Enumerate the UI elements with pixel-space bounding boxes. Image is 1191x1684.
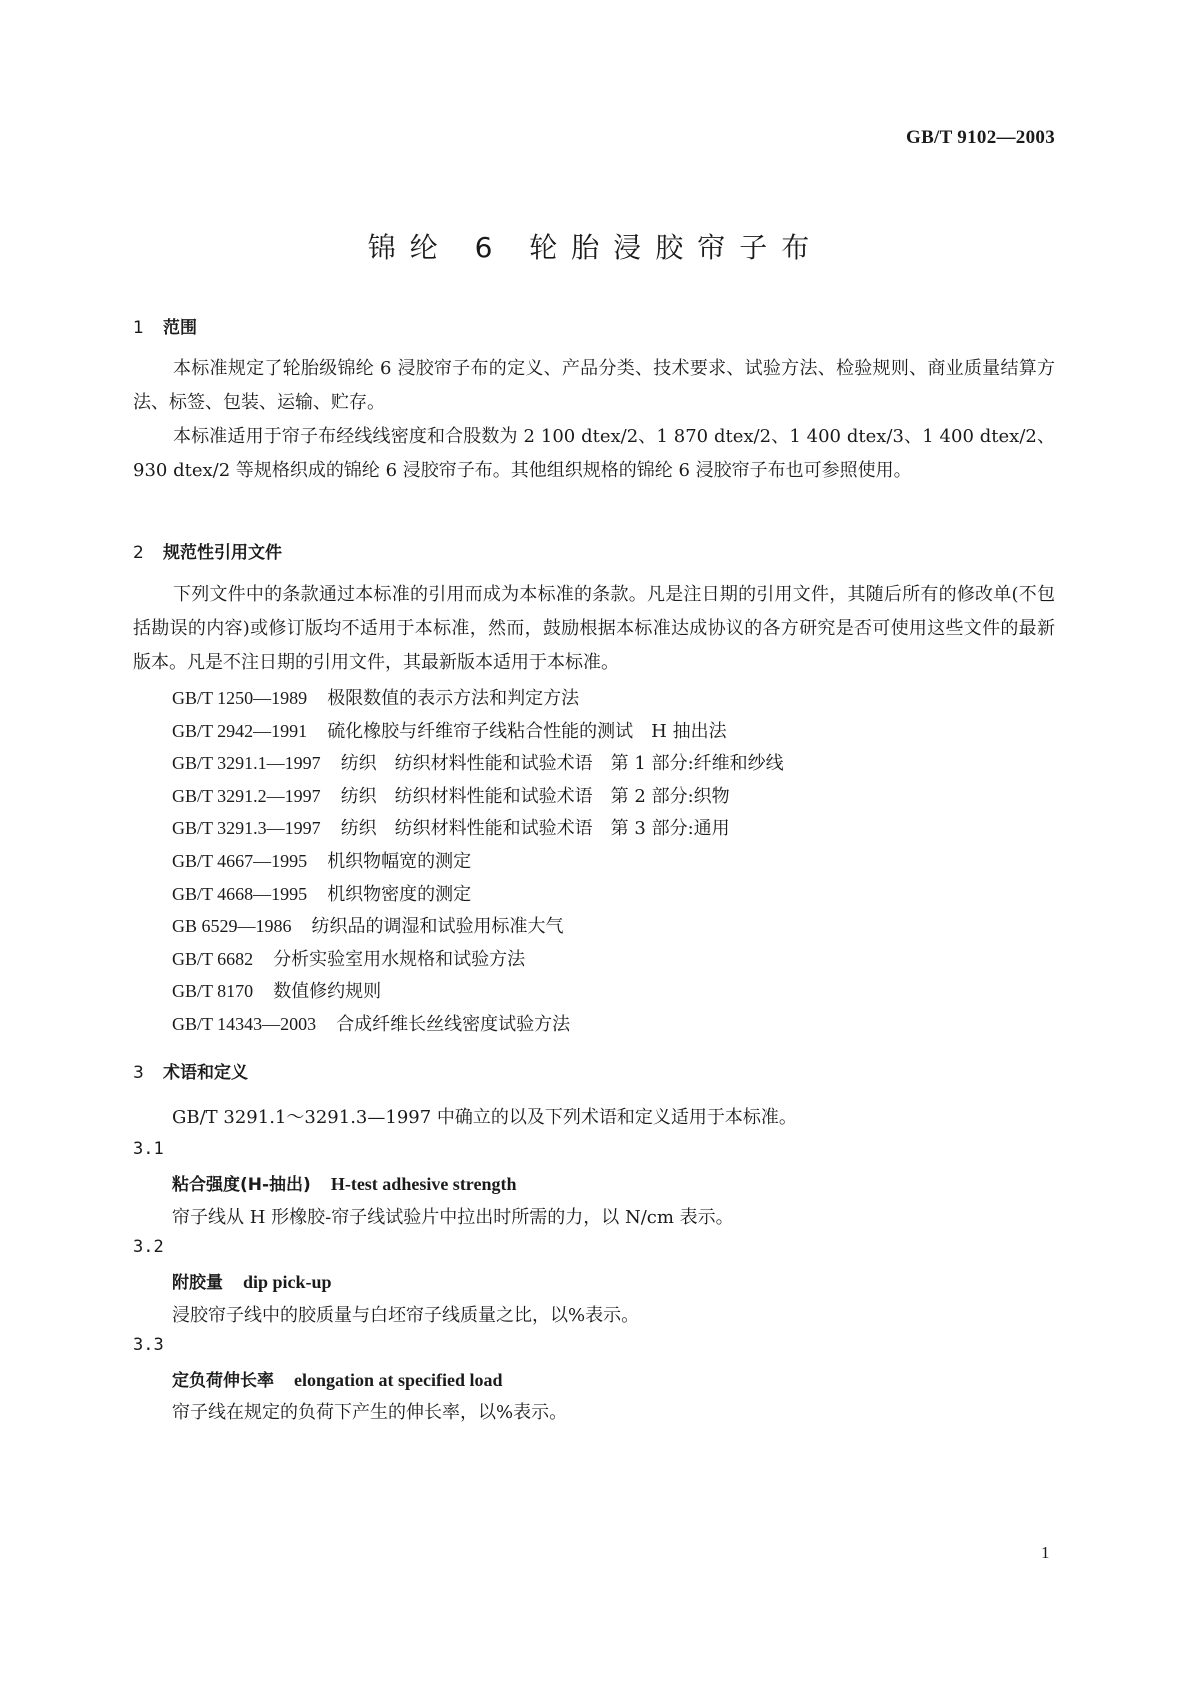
term-en: elongation at specified load <box>294 1370 503 1390</box>
reference-code: GB/T 3291.1—1997 <box>172 753 321 773</box>
reference-item <box>172 880 471 906</box>
reference-code: GB/T 3291.2—1997 <box>172 786 321 806</box>
reference-item <box>172 717 727 743</box>
reference-code: GB/T 4668—1995 <box>172 884 308 904</box>
term-heading <box>172 1268 332 1293</box>
reference-title: 纺织 纺织材料性能和试验术语 第 3 部分:通用 <box>340 818 730 839</box>
reference-item <box>172 782 730 808</box>
reference-item <box>172 945 525 971</box>
clause-number: 3.1 <box>133 1139 164 1159</box>
page-number: 1 <box>1041 1543 1050 1562</box>
term-heading <box>172 1366 503 1391</box>
reference-item <box>172 912 564 938</box>
paragraph: 本标准规定了轮胎级锦纶 6 浸胶帘子布的定义、产品分类、技术要求、试验方法、检验规则、商业质量结算方法、标签、包装、运输、贮存。 <box>133 358 1055 413</box>
reference-item <box>172 814 730 840</box>
section-number: 3 <box>133 1063 144 1083</box>
reference-code: GB/T 3291.3—1997 <box>172 818 321 838</box>
reference-item <box>172 977 381 1003</box>
section-2-heading <box>133 538 282 563</box>
standard-number: GB/T 9102—2003 <box>905 127 1055 148</box>
term-definition: 浸胶帘子线中的胶质量与白坯帘子线质量之比，以%表示。 <box>172 1305 640 1326</box>
reference-title: 机织物密度的测定 <box>327 884 472 905</box>
section-number: 1 <box>133 318 144 338</box>
reference-code: GB/T 6682 <box>172 949 254 969</box>
term-cn: 粘合强度(H-抽出) <box>172 1175 311 1195</box>
reference-code: GB/T 4667—1995 <box>172 851 308 871</box>
reference-title: 合成纤维长丝线密度试验方法 <box>336 1014 571 1035</box>
reference-item <box>172 1010 570 1036</box>
section-title: 规范性引用文件 <box>163 543 282 563</box>
reference-code: GB 6529—1986 <box>172 916 292 936</box>
section-title: 术语和定义 <box>163 1063 248 1083</box>
section-1-heading <box>133 313 197 338</box>
reference-title: 机织物幅宽的测定 <box>327 851 472 872</box>
document-title: 锦纶 6 轮胎浸胶帘子布 <box>367 231 824 264</box>
clause-number: 3.3 <box>133 1335 164 1355</box>
term-en: H-test adhesive strength <box>330 1174 517 1194</box>
reference-title: 纺织 纺织材料性能和试验术语 第 2 部分:织物 <box>340 786 730 807</box>
reference-title: 极限数值的表示方法和判定方法 <box>327 688 580 709</box>
reference-code: GB/T 2942—1991 <box>172 721 308 741</box>
section-3-heading <box>133 1058 248 1083</box>
term-cn: 定负荷伸长率 <box>172 1371 274 1391</box>
term-en: dip pick-up <box>243 1272 332 1292</box>
paragraph: 本标准适用于帘子布经线线密度和合股数为 2 100 dtex/2、1 870 dtex/2、1 400 dtex/3、1 400 dtex/2、930 dtex/2 等规格织成的锦纶 6 浸胶帘子布。其他组织规格的锦纶 6 浸胶帘子布也可参照使用。 <box>133 426 1055 481</box>
reference-title: 分析实验室用水规格和试验方法 <box>273 949 526 970</box>
reference-item <box>172 684 579 710</box>
reference-title: 纺织 纺织材料性能和试验术语 第 1 部分:纤维和纱线 <box>340 753 784 774</box>
reference-code: GB/T 1250—1989 <box>172 688 308 708</box>
reference-item <box>172 847 471 873</box>
paragraph: 下列文件中的条款通过本标准的引用而成为本标准的条款。凡是注日期的引用文件，其随后所有的修改单(不包括勘误的内容)或修订版均不适用于本标准，然而，鼓励根据本标准达成协议的各方研究是否可使用这些文件的最新版本。凡是不注日期的引用文件，其最新版本适用于本标准。 <box>133 584 1055 673</box>
term-cn: 附胶量 <box>172 1273 223 1293</box>
reference-code: GB/T 14343—2003 <box>172 1014 317 1034</box>
reference-title: 纺织品的调湿和试验用标准大气 <box>311 916 564 937</box>
reference-title: 数值修约规则 <box>273 981 382 1002</box>
reference-item <box>172 749 784 775</box>
term-heading <box>172 1170 516 1195</box>
term-definition: 帘子线在规定的负荷下产生的伸长率，以%表示。 <box>172 1402 568 1423</box>
reference-title: 硫化橡胶与纤维帘子线粘合性能的测试 H 抽出法 <box>327 721 727 742</box>
section-3-intro: GB/T 3291.1～3291.3—1997 中确立的以及下列术语和定义适用于本标准。 <box>172 1107 797 1128</box>
section-number: 2 <box>133 543 144 563</box>
reference-code: GB/T 8170 <box>172 981 254 1001</box>
section-title: 范围 <box>163 318 197 338</box>
term-definition: 帘子线从 H 形橡胶-帘子线试验片中拉出时所需的力，以 N/cm 表示。 <box>172 1207 734 1228</box>
clause-number: 3.2 <box>133 1237 164 1257</box>
